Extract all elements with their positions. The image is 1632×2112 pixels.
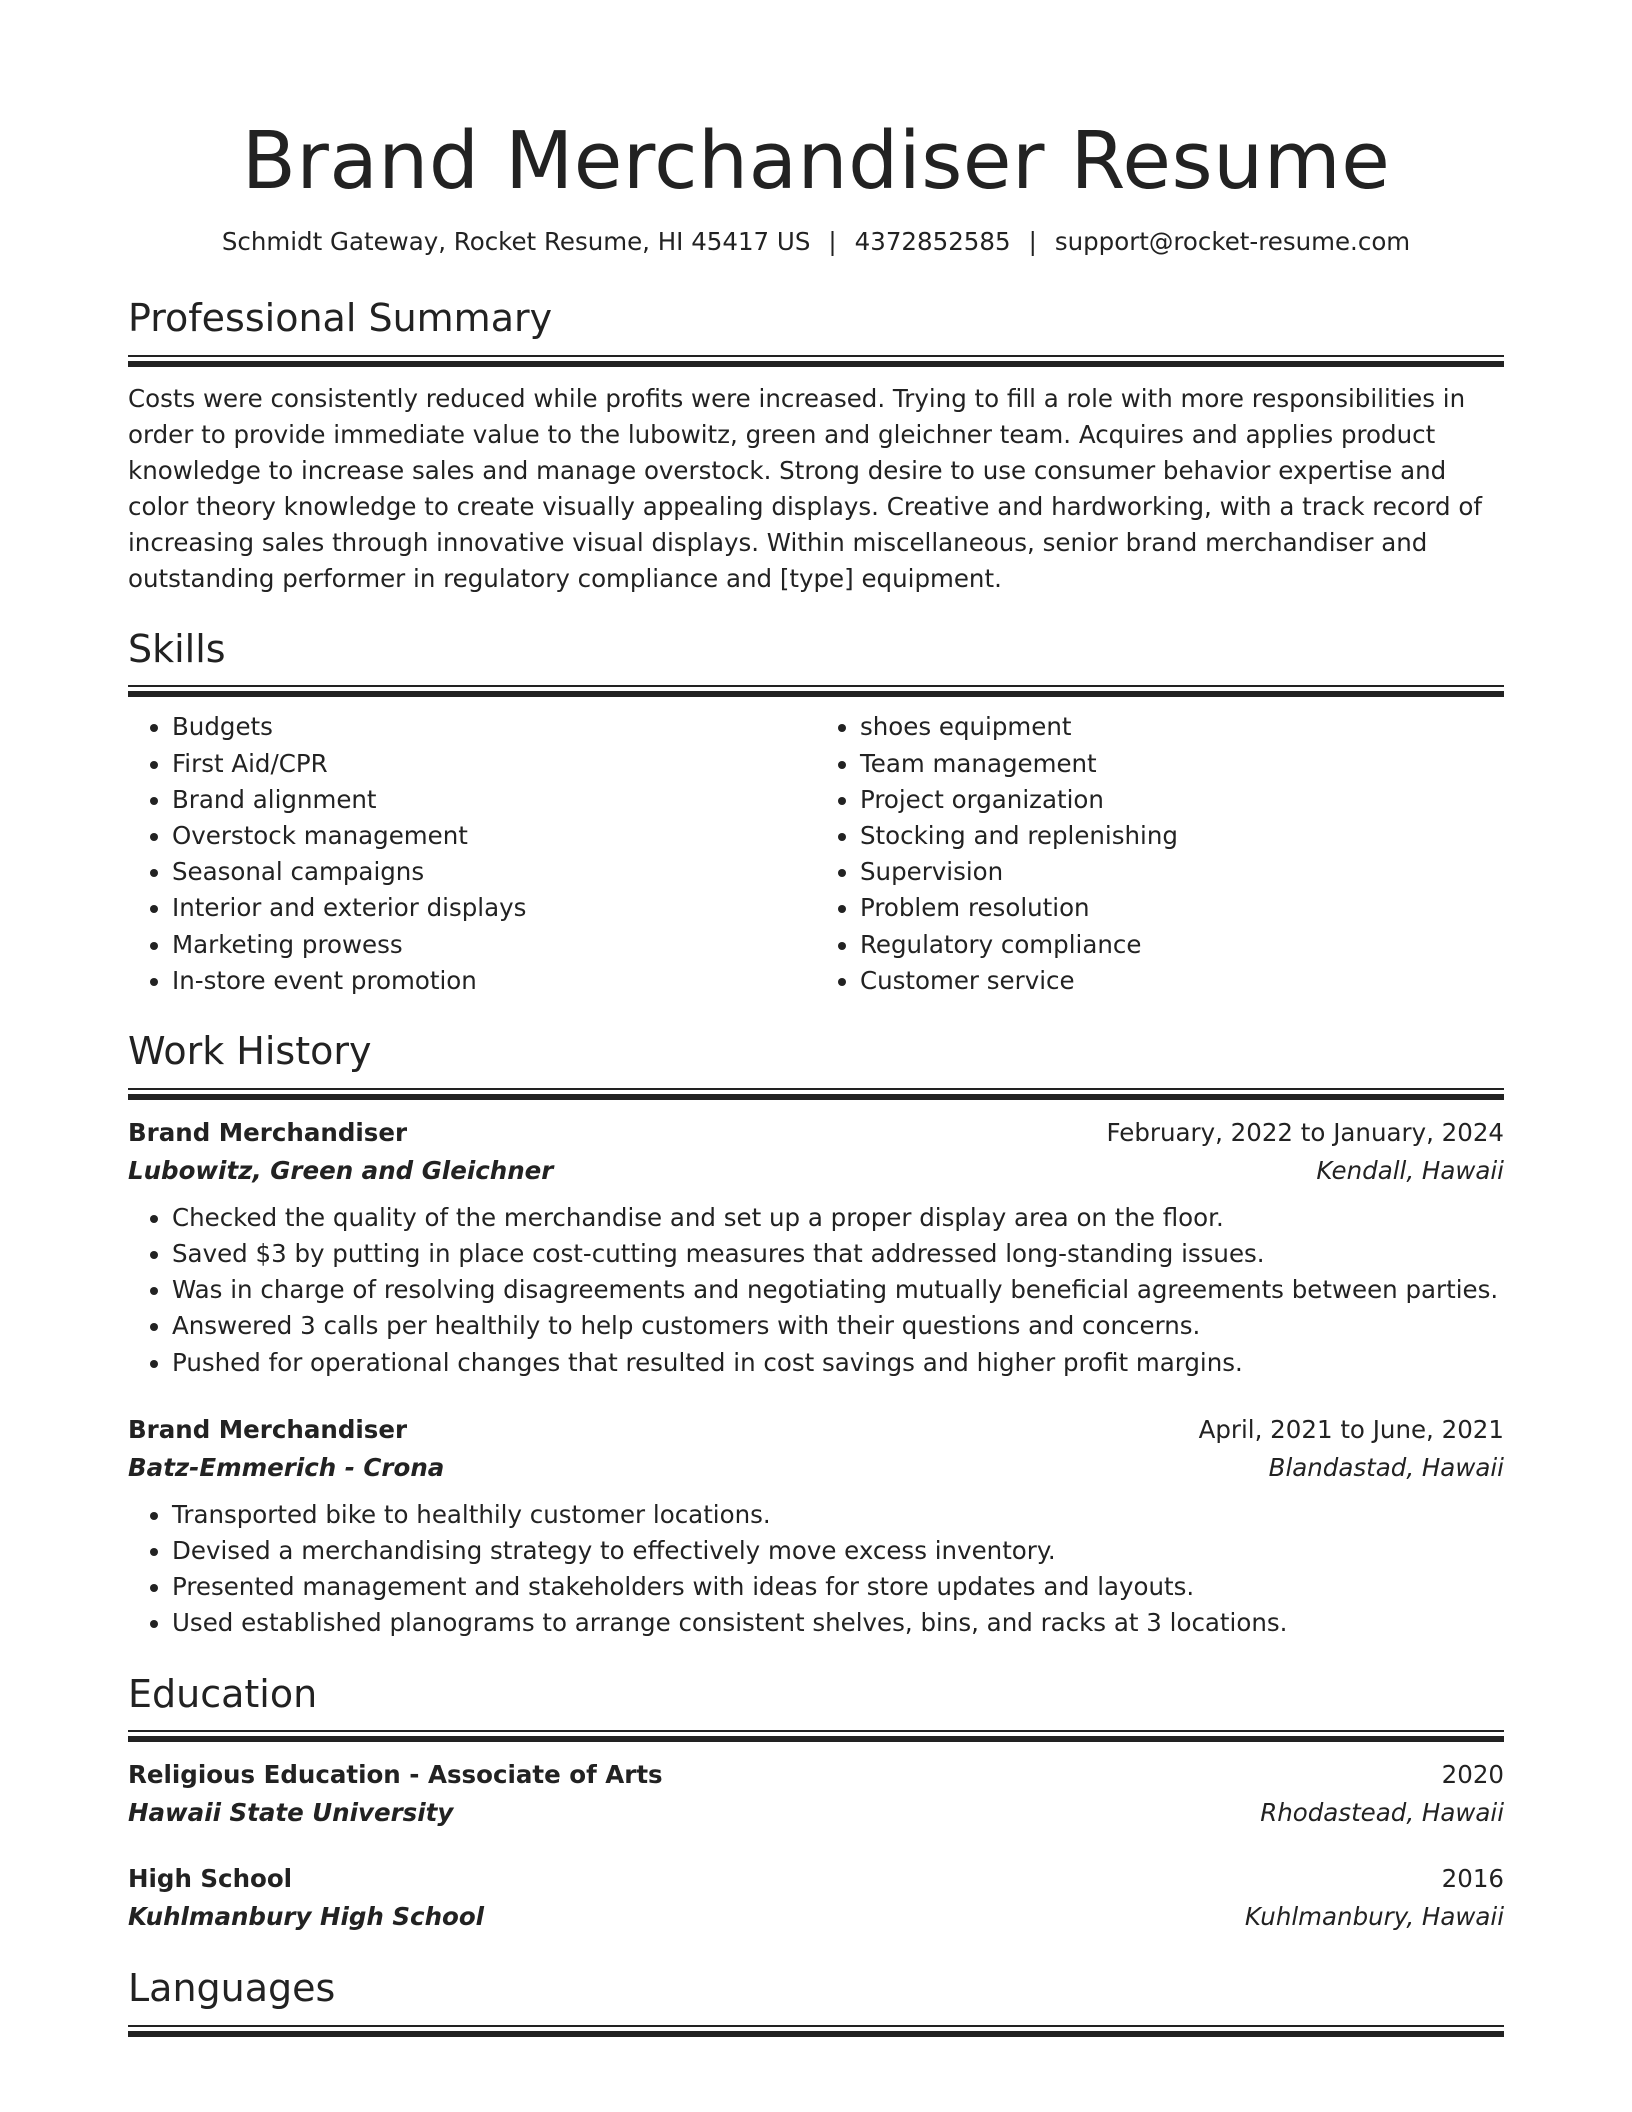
contact-line — [128, 227, 1504, 256]
job-bullet: • Checked the quality of the merchandise and set up a proper display area on the floor. — [172, 1200, 1504, 1236]
skill-item: • Overstock management — [172, 818, 816, 854]
skill-item: • Project organization — [860, 782, 1504, 818]
job-entry — [128, 1411, 1504, 1642]
contact-email: support@rocket-resume.com — [1054, 226, 1411, 256]
skill-item: • In-store event promotion — [172, 963, 816, 999]
skills-column-left — [128, 709, 816, 999]
job-bullet: • Devised a merchandising strategy to effectively move excess inventory. — [172, 1533, 1504, 1569]
section-heading-summary: Professional Summary — [128, 296, 553, 341]
skill-item: • shoes equipment — [860, 709, 1504, 745]
job-company: Lubowitz, Green and Gleichner — [128, 1155, 554, 1185]
job-bullets — [128, 1200, 1504, 1381]
resume-title: Brand Merchandiser Resume — [241, 115, 1391, 207]
skill-item: • Supervision — [860, 854, 1504, 890]
summary-section — [128, 296, 1504, 597]
section-heading-education: Education — [128, 1671, 318, 1716]
job-dates: February, 2022 to January, 2024 — [1106, 1117, 1504, 1147]
job-bullet: • Presented management and stakeholders with ideas for store updates and layouts. — [172, 1569, 1504, 1605]
languages-section — [128, 1966, 1504, 2037]
education-entry — [128, 1756, 1504, 1832]
education-header-row — [128, 1860, 1504, 1898]
skill-item: • Regulatory compliance — [860, 927, 1504, 963]
contact-separator: | — [828, 226, 837, 256]
job-title: Brand Merchandiser — [128, 1414, 408, 1444]
skill-item: • Budgets — [172, 709, 816, 745]
section-heading-languages: Languages — [128, 1966, 336, 2011]
skill-item: • Interior and exterior displays — [172, 890, 816, 926]
job-location: Kendall, Hawaii — [1316, 1155, 1504, 1185]
job-bullet: • Was in charge of resolving disagreements and negotiating mutually beneficial agreements between parties. — [172, 1272, 1504, 1308]
section-divider — [128, 1088, 1504, 1100]
skills-column-right — [816, 709, 1504, 999]
job-bullet: • Saved $3 by putting in place cost-cutting measures that addressed long-standing issues. — [172, 1236, 1504, 1272]
job-location: Blandastad, Hawaii — [1268, 1452, 1504, 1482]
skill-item: • Problem resolution — [860, 890, 1504, 926]
section-divider — [128, 355, 1504, 367]
skill-item: • First Aid/CPR — [172, 746, 816, 782]
education-degree: Religious Education - Associate of Arts — [128, 1760, 663, 1790]
job-company: Batz-Emmerich - Crona — [128, 1452, 445, 1482]
job-title: Brand Merchandiser — [128, 1117, 408, 1147]
skill-item: • Seasonal campaigns — [172, 854, 816, 890]
education-location: Rhodastead, Hawaii — [1260, 1798, 1504, 1828]
skill-item: • Brand alignment — [172, 782, 816, 818]
skills-grid — [128, 709, 1504, 999]
skill-item: • Marketing prowess — [172, 927, 816, 963]
section-heading-skills: Skills — [128, 626, 226, 671]
job-bullet: • Transported bike to healthily customer locations. — [172, 1497, 1504, 1533]
education-location: Kuhlmanbury, Hawaii — [1244, 1902, 1504, 1932]
section-divider — [128, 1730, 1504, 1742]
education-year: 2016 — [1441, 1864, 1504, 1894]
contact-separator: | — [1028, 226, 1037, 256]
job-subheader-row — [128, 1449, 1504, 1487]
contact-phone: 4372852585 — [854, 226, 1011, 256]
job-bullets — [128, 1497, 1504, 1642]
skill-item: • Stocking and replenishing — [860, 818, 1504, 854]
contact-address: Schmidt Gateway, Rocket Resume, HI 45417 US — [221, 226, 811, 256]
education-subheader-row — [128, 1794, 1504, 1832]
education-degree: High School — [128, 1864, 293, 1894]
skills-section — [128, 627, 1504, 999]
job-dates: April, 2021 to June, 2021 — [1198, 1414, 1504, 1444]
section-divider — [128, 685, 1504, 697]
job-bullet: • Used established planograms to arrange consistent shelves, bins, and racks at 3 locations. — [172, 1605, 1504, 1641]
job-bullet: • Answered 3 calls per healthily to help customers with their questions and concerns. — [172, 1308, 1504, 1344]
education-school: Kuhlmanbury High School — [128, 1902, 485, 1932]
summary-text: Costs were consistently reduced while profits were increased. Trying to fill a role with more responsibilities in order to provide immediate value to the lubowitz, green and gleichner team. Acquires and applies product knowledge to increase sales and manage overstock. Strong desire to use consumer behavior expertise and color theory knowledge to create visually appealing displays. Creative and hardworking, with a track record of increasing sales through innovative visual displays. Within miscellaneous, senior brand merchandiser and outstanding performer in regulatory compliance and [type] equipment. — [128, 383, 1482, 593]
job-header-row — [128, 1114, 1504, 1152]
skill-item: • Customer service — [860, 963, 1504, 999]
education-section — [128, 1672, 1504, 1937]
education-year: 2020 — [1441, 1760, 1504, 1790]
education-entry — [128, 1860, 1504, 1936]
job-subheader-row — [128, 1152, 1504, 1190]
section-heading-work-history: Work History — [128, 1029, 372, 1074]
education-header-row — [128, 1756, 1504, 1794]
education-subheader-row — [128, 1898, 1504, 1936]
section-divider — [128, 2025, 1504, 2037]
job-header-row — [128, 1411, 1504, 1449]
job-entry — [128, 1114, 1504, 1381]
education-school: Hawaii State University — [128, 1798, 454, 1828]
job-bullet: • Pushed for operational changes that resulted in cost savings and higher profit margins. — [172, 1345, 1504, 1381]
work-history-section — [128, 1029, 1504, 1641]
skill-item: • Team management — [860, 746, 1504, 782]
